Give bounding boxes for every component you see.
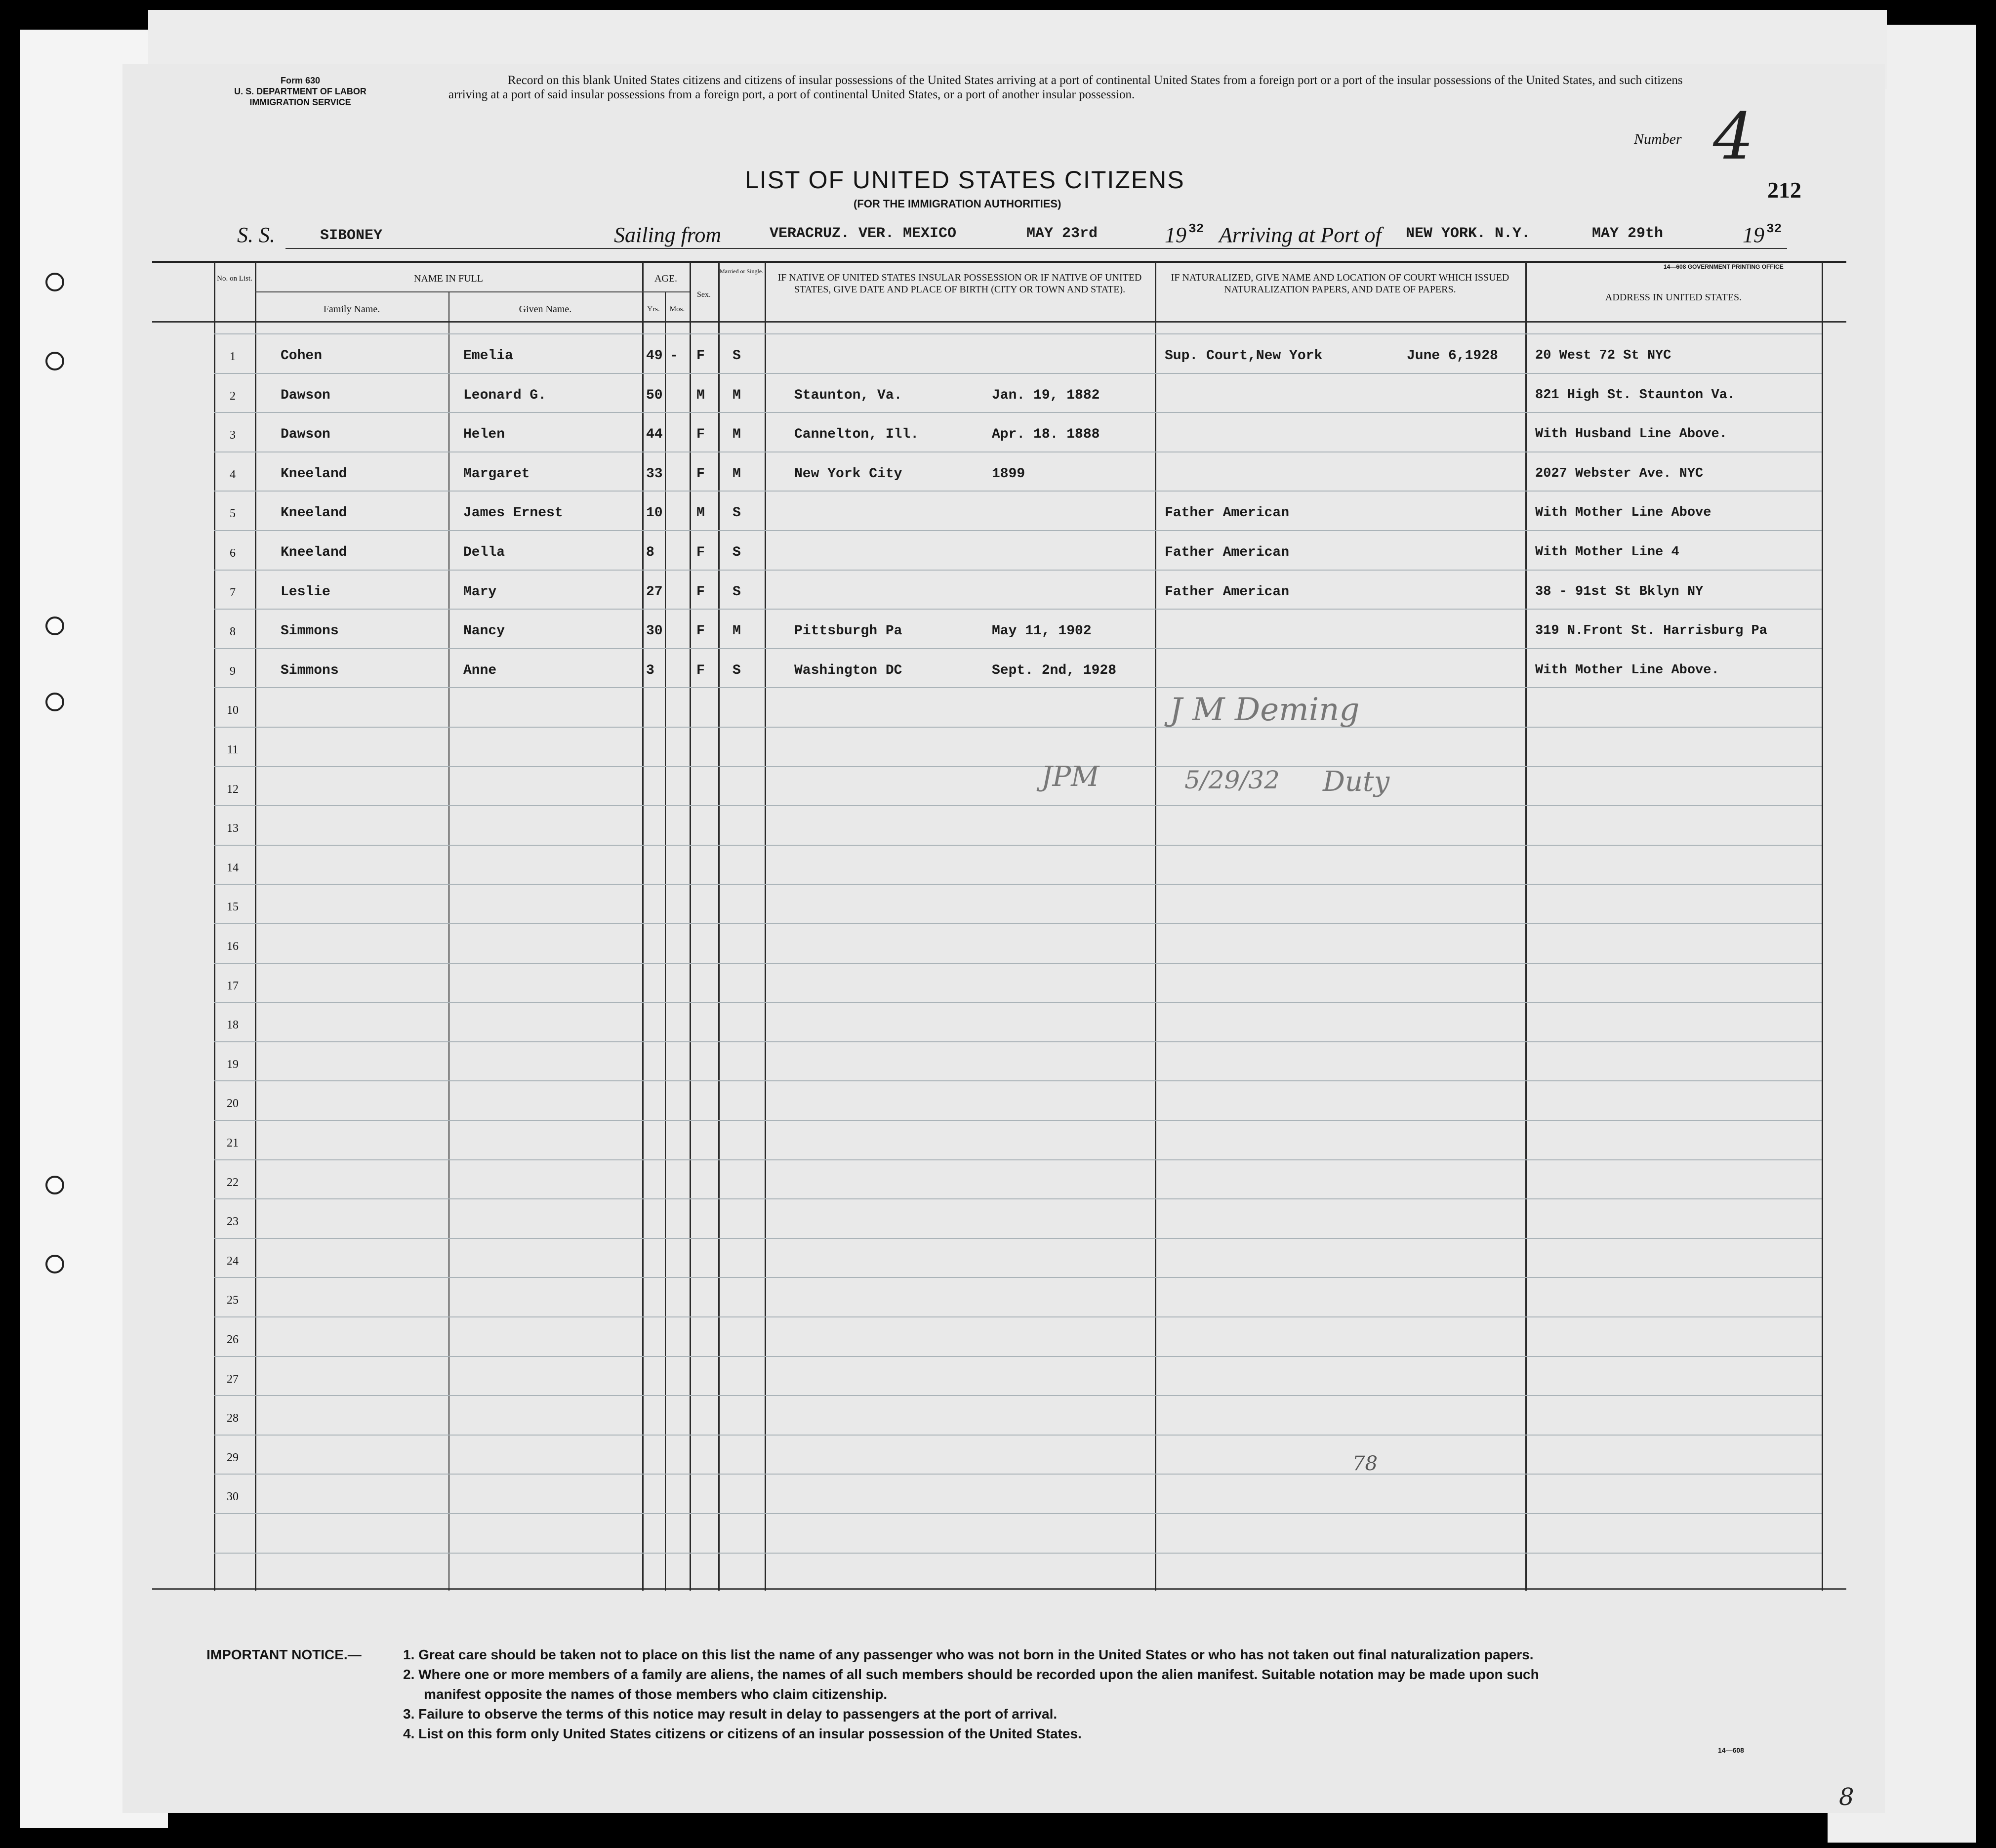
row-number: 8 [230, 625, 236, 639]
sex: M [696, 387, 705, 403]
naturalization-court: Father American [1165, 545, 1290, 560]
col-header-given: Given Name. [519, 304, 572, 315]
sailing-date: MAY 23rd [1026, 225, 1098, 242]
row-number: 28 [227, 1412, 239, 1425]
col-header-naturalized: IF NATURALIZED, GIVE NAME AND LOCATION OF COURT WHICH ISSUED NATURALIZATION PAPERS, AND DATE OF PAPERS. [1171, 272, 1509, 295]
sex: F [696, 662, 705, 678]
document-title: LIST OF UNITED STATES CITIZENS [745, 166, 1185, 194]
rule-line [214, 1395, 1822, 1396]
address: With Husband Line Above. [1535, 427, 1727, 442]
family-name: Kneeland [281, 545, 347, 560]
arriving-date: MAY 29th [1592, 225, 1664, 242]
sailing-year-prefix: 19 [1165, 223, 1186, 247]
rule-line [214, 530, 1822, 531]
row-number: 26 [227, 1333, 239, 1346]
birth-date: 1899 [992, 466, 1025, 482]
arriving-port: NEW YORK. N.Y. [1406, 225, 1531, 242]
rule-line [214, 491, 1822, 492]
marital-status: M [733, 427, 741, 443]
row-number: 2 [230, 389, 236, 403]
col-header-no: No. on List. [217, 275, 252, 283]
rule-line [214, 805, 1822, 806]
rule-line [214, 1041, 1822, 1042]
family-name: Kneeland [281, 466, 347, 482]
inspector-initials: JPM [1041, 761, 1100, 793]
col-divider [690, 262, 691, 1591]
binder-hole [45, 616, 64, 635]
col-divider [1525, 262, 1527, 1591]
sex: F [696, 545, 705, 560]
notice-item-2-cont: manifest opposite the names of those members who claim citizenship. [424, 1686, 888, 1702]
birth-date: Apr. 18. 1888 [992, 427, 1100, 443]
sex: F [696, 623, 705, 639]
given-name: Margaret [463, 466, 530, 482]
rule-line [214, 1474, 1822, 1475]
birth-date: Sept. 2nd, 1928 [992, 662, 1117, 678]
naturalization-court: Father American [1165, 505, 1290, 521]
rule-line [214, 333, 1822, 334]
printer-note: 14—608 GOVERNMENT PRINTING OFFICE [1664, 263, 1784, 270]
age-years: 30 [646, 623, 663, 639]
rule-line [214, 1080, 1822, 1081]
rule-line [214, 1435, 1822, 1436]
rule-line [214, 1159, 1822, 1160]
form-code: 14—608 [1718, 1746, 1744, 1754]
naturalization-court: Sup. Court,New York [1165, 348, 1323, 364]
rule-line [214, 1198, 1822, 1199]
sex: F [696, 427, 705, 443]
row-number: 25 [227, 1294, 239, 1307]
age-months: - [670, 348, 678, 364]
row-number: 10 [227, 704, 239, 717]
given-name: Nancy [463, 623, 505, 639]
service: IMMIGRATION SERVICE [249, 97, 351, 107]
arriving-year-suffix: 32 [1766, 221, 1782, 236]
row-number: 20 [227, 1097, 239, 1110]
age-subheader-line [642, 291, 690, 292]
instructions-text: Record on this blank United States citizens and citizens of insular possessions of the United States arriving at a port of continental United States from a foreign port or a port of the insular possessions of the United States, and such citizens arriving at a port of said insular possessions from a foreign port, a port of continental United States, or a port of another insular possession. [448, 74, 1683, 101]
address: With Mother Line Above [1535, 505, 1711, 521]
rule-line [214, 1002, 1822, 1003]
col-divider [718, 262, 720, 1591]
ss-label: S. S. [237, 223, 275, 247]
rule-line [214, 373, 1822, 374]
department: U. S. DEPARTMENT OF LABOR [234, 86, 367, 96]
age-years: 27 [646, 584, 663, 600]
given-name: Helen [463, 427, 505, 443]
age-years: 8 [646, 545, 654, 560]
binder-hole [45, 1255, 64, 1273]
sailing-label: Sailing from [614, 223, 722, 247]
rule-line [214, 1120, 1822, 1121]
address: 38 - 91st St Bklyn NY [1535, 584, 1704, 599]
col-header-yrs: Yrs. [647, 305, 660, 313]
given-name: Mary [463, 584, 497, 600]
row-number: 29 [227, 1451, 239, 1464]
row-number: 22 [227, 1176, 239, 1189]
address: 821 High St. Staunton Va. [1535, 387, 1736, 403]
row-number: 11 [227, 743, 239, 756]
age-years: 3 [646, 662, 654, 678]
row-number: 9 [230, 664, 236, 678]
rule-line [214, 766, 1822, 767]
rule-line [214, 963, 1822, 964]
col-header-family: Family Name. [323, 304, 380, 315]
manifest-page [122, 64, 1885, 1813]
birth-place: New York City [794, 466, 902, 482]
address: With Mother Line Above. [1535, 662, 1719, 678]
note-78: 78 [1352, 1452, 1378, 1475]
page-number: 212 [1767, 177, 1801, 203]
corner-mark: 8 [1839, 1783, 1854, 1811]
birth-date: Jan. 19, 1882 [992, 387, 1100, 403]
col-header-sex: Sex. [697, 290, 711, 299]
row-number: 14 [227, 861, 239, 874]
sex: F [696, 466, 705, 482]
col-header-age: AGE. [654, 273, 678, 284]
naturalization-court: Father American [1165, 584, 1290, 600]
binder-hole [45, 273, 64, 291]
duty-scribble: Duty [1323, 766, 1390, 798]
form-number: Form 630 [280, 76, 321, 85]
row-number: 6 [230, 547, 236, 560]
row-number: 27 [227, 1372, 239, 1386]
sex: M [696, 505, 705, 521]
col-divider [255, 262, 256, 1591]
rule-line [214, 1316, 1822, 1317]
rule-line [214, 1238, 1822, 1239]
col-divider [642, 262, 644, 1591]
family-name: Simmons [281, 623, 339, 639]
rule-line [214, 884, 1822, 885]
signature: J M Deming [1170, 692, 1360, 728]
col-header-mos: Mos. [669, 305, 685, 313]
voyage-underline [285, 248, 1787, 249]
name-subheader-line [255, 291, 642, 292]
birth-place: Staunton, Va. [794, 387, 902, 403]
binder-hole [45, 693, 64, 711]
naturalization-date: June 6,1928 [1407, 348, 1498, 364]
given-name: Anne [463, 662, 497, 678]
rule-line [214, 845, 1822, 846]
address: 319 N.Front St. Harrisburg Pa [1535, 623, 1767, 639]
notice-item-1: 1. Great care should be taken not to place on this list the name of any passenger who was not born in the United States or who has not taken out final naturalization papers. [403, 1647, 1534, 1662]
row-number: 23 [227, 1215, 239, 1229]
rule-line [214, 1356, 1822, 1357]
family-name: Simmons [281, 662, 339, 678]
address: 20 West 72 St NYC [1535, 348, 1671, 363]
family-name: Kneeland [281, 505, 347, 521]
sailing-year-suffix: 32 [1188, 221, 1204, 236]
row-number: 7 [230, 586, 236, 599]
age-years: 44 [646, 427, 663, 443]
binder-hole [45, 352, 64, 370]
col-header-married: Married or Single. [719, 268, 764, 275]
rule-line [214, 1513, 1822, 1514]
table-top-border [152, 261, 1846, 263]
rule-line [214, 1277, 1822, 1278]
row-number: 16 [227, 940, 239, 953]
age-years: 49 [646, 348, 663, 364]
family-name: Cohen [281, 348, 323, 364]
rule-line [214, 727, 1822, 728]
sex: F [696, 348, 705, 364]
arriving-label: Arriving at Port of [1219, 223, 1382, 247]
rule-line [214, 923, 1822, 924]
document-subtitle: (FOR THE IMMIGRATION AUTHORITIES) [854, 198, 1061, 210]
rule-line [214, 609, 1822, 610]
notice-heading: IMPORTANT NOTICE.— [206, 1647, 362, 1662]
date-stamp: 5/29/32 [1184, 766, 1280, 794]
given-name: Della [463, 545, 505, 560]
rule-line [214, 570, 1822, 571]
col-divider [765, 262, 766, 1591]
number-label: Number [1634, 131, 1682, 147]
row-number: 12 [227, 782, 239, 796]
notice-item-2: 2. Where one or more members of a family are aliens, the names of all such members should be recorded upon the alien manifest. Suitable notation may be made upon such [403, 1667, 1539, 1682]
form-info [206, 75, 394, 108]
row-number: 21 [227, 1137, 239, 1150]
marital-status: S [733, 348, 741, 364]
rule-line [214, 1553, 1822, 1554]
age-years: 33 [646, 466, 663, 482]
sailing-from: VERACRUZ. VER. MEXICO [770, 225, 957, 242]
birth-date: May 11, 1902 [992, 623, 1092, 639]
marital-status: M [733, 466, 741, 482]
notice-item-4: 4. List on this form only United States citizens or citizens of an insular possession of the United States. [403, 1726, 1082, 1741]
rule-line [214, 412, 1822, 413]
address: With Mother Line 4 [1535, 545, 1679, 560]
row-number: 24 [227, 1254, 239, 1268]
address: 2027 Webster Ave. NYC [1535, 466, 1704, 481]
notice-item-3: 3. Failure to observe the terms of this notice may result in delay to passengers at the port of arrival. [403, 1706, 1058, 1722]
ship-name: SIBONEY [320, 227, 383, 244]
row-number: 19 [227, 1058, 239, 1071]
row-number: 30 [227, 1490, 239, 1504]
row-number: 3 [230, 429, 236, 442]
table-header-bottom [152, 321, 1846, 323]
row-number: 1 [230, 350, 236, 363]
col-divider [1155, 262, 1156, 1591]
row-number: 17 [227, 979, 239, 992]
marital-status: M [733, 623, 741, 639]
marital-status: S [733, 662, 741, 678]
given-name: Emelia [463, 348, 513, 364]
sex: F [696, 584, 705, 600]
row-number: 18 [227, 1019, 239, 1032]
family-name: Leslie [281, 584, 330, 600]
arriving-year-prefix: 19 [1743, 223, 1764, 247]
birth-place: Cannelton, Ill. [794, 427, 919, 443]
given-name: James Ernest [463, 505, 563, 521]
given-name: Leonard G. [463, 387, 547, 403]
row-number: 15 [227, 901, 239, 914]
number-value: 4 [1713, 99, 1754, 174]
col-header-birth: IF NATIVE OF UNITED STATES INSULAR POSSESSION OR IF NATIVE OF UNITED STATES, GIVE DATE AND PLACE OF BIRTH (CITY OR TOWN AND STATE). [777, 272, 1142, 295]
age-years: 10 [646, 505, 663, 521]
table-bottom-border [152, 1588, 1846, 1590]
rule-line [214, 648, 1822, 649]
row-number: 13 [227, 822, 239, 835]
birth-place: Washington DC [794, 662, 902, 678]
rule-line [214, 687, 1822, 688]
marital-status: S [733, 505, 741, 521]
row-number: 5 [230, 507, 236, 521]
col-header-name: NAME IN FULL [414, 273, 483, 284]
col-divider [214, 262, 215, 1591]
marital-status: S [733, 584, 741, 600]
family-name: Dawson [281, 387, 330, 403]
binder-hole [45, 1176, 64, 1194]
family-name: Dawson [281, 427, 330, 443]
row-number: 4 [230, 468, 236, 481]
age-years: 50 [646, 387, 663, 403]
marital-status: M [733, 387, 741, 403]
col-divider [1822, 262, 1823, 1591]
col-header-address: ADDRESS IN UNITED STATES. [1605, 292, 1742, 303]
marital-status: S [733, 545, 741, 560]
birth-place: Pittsburgh Pa [794, 623, 902, 639]
